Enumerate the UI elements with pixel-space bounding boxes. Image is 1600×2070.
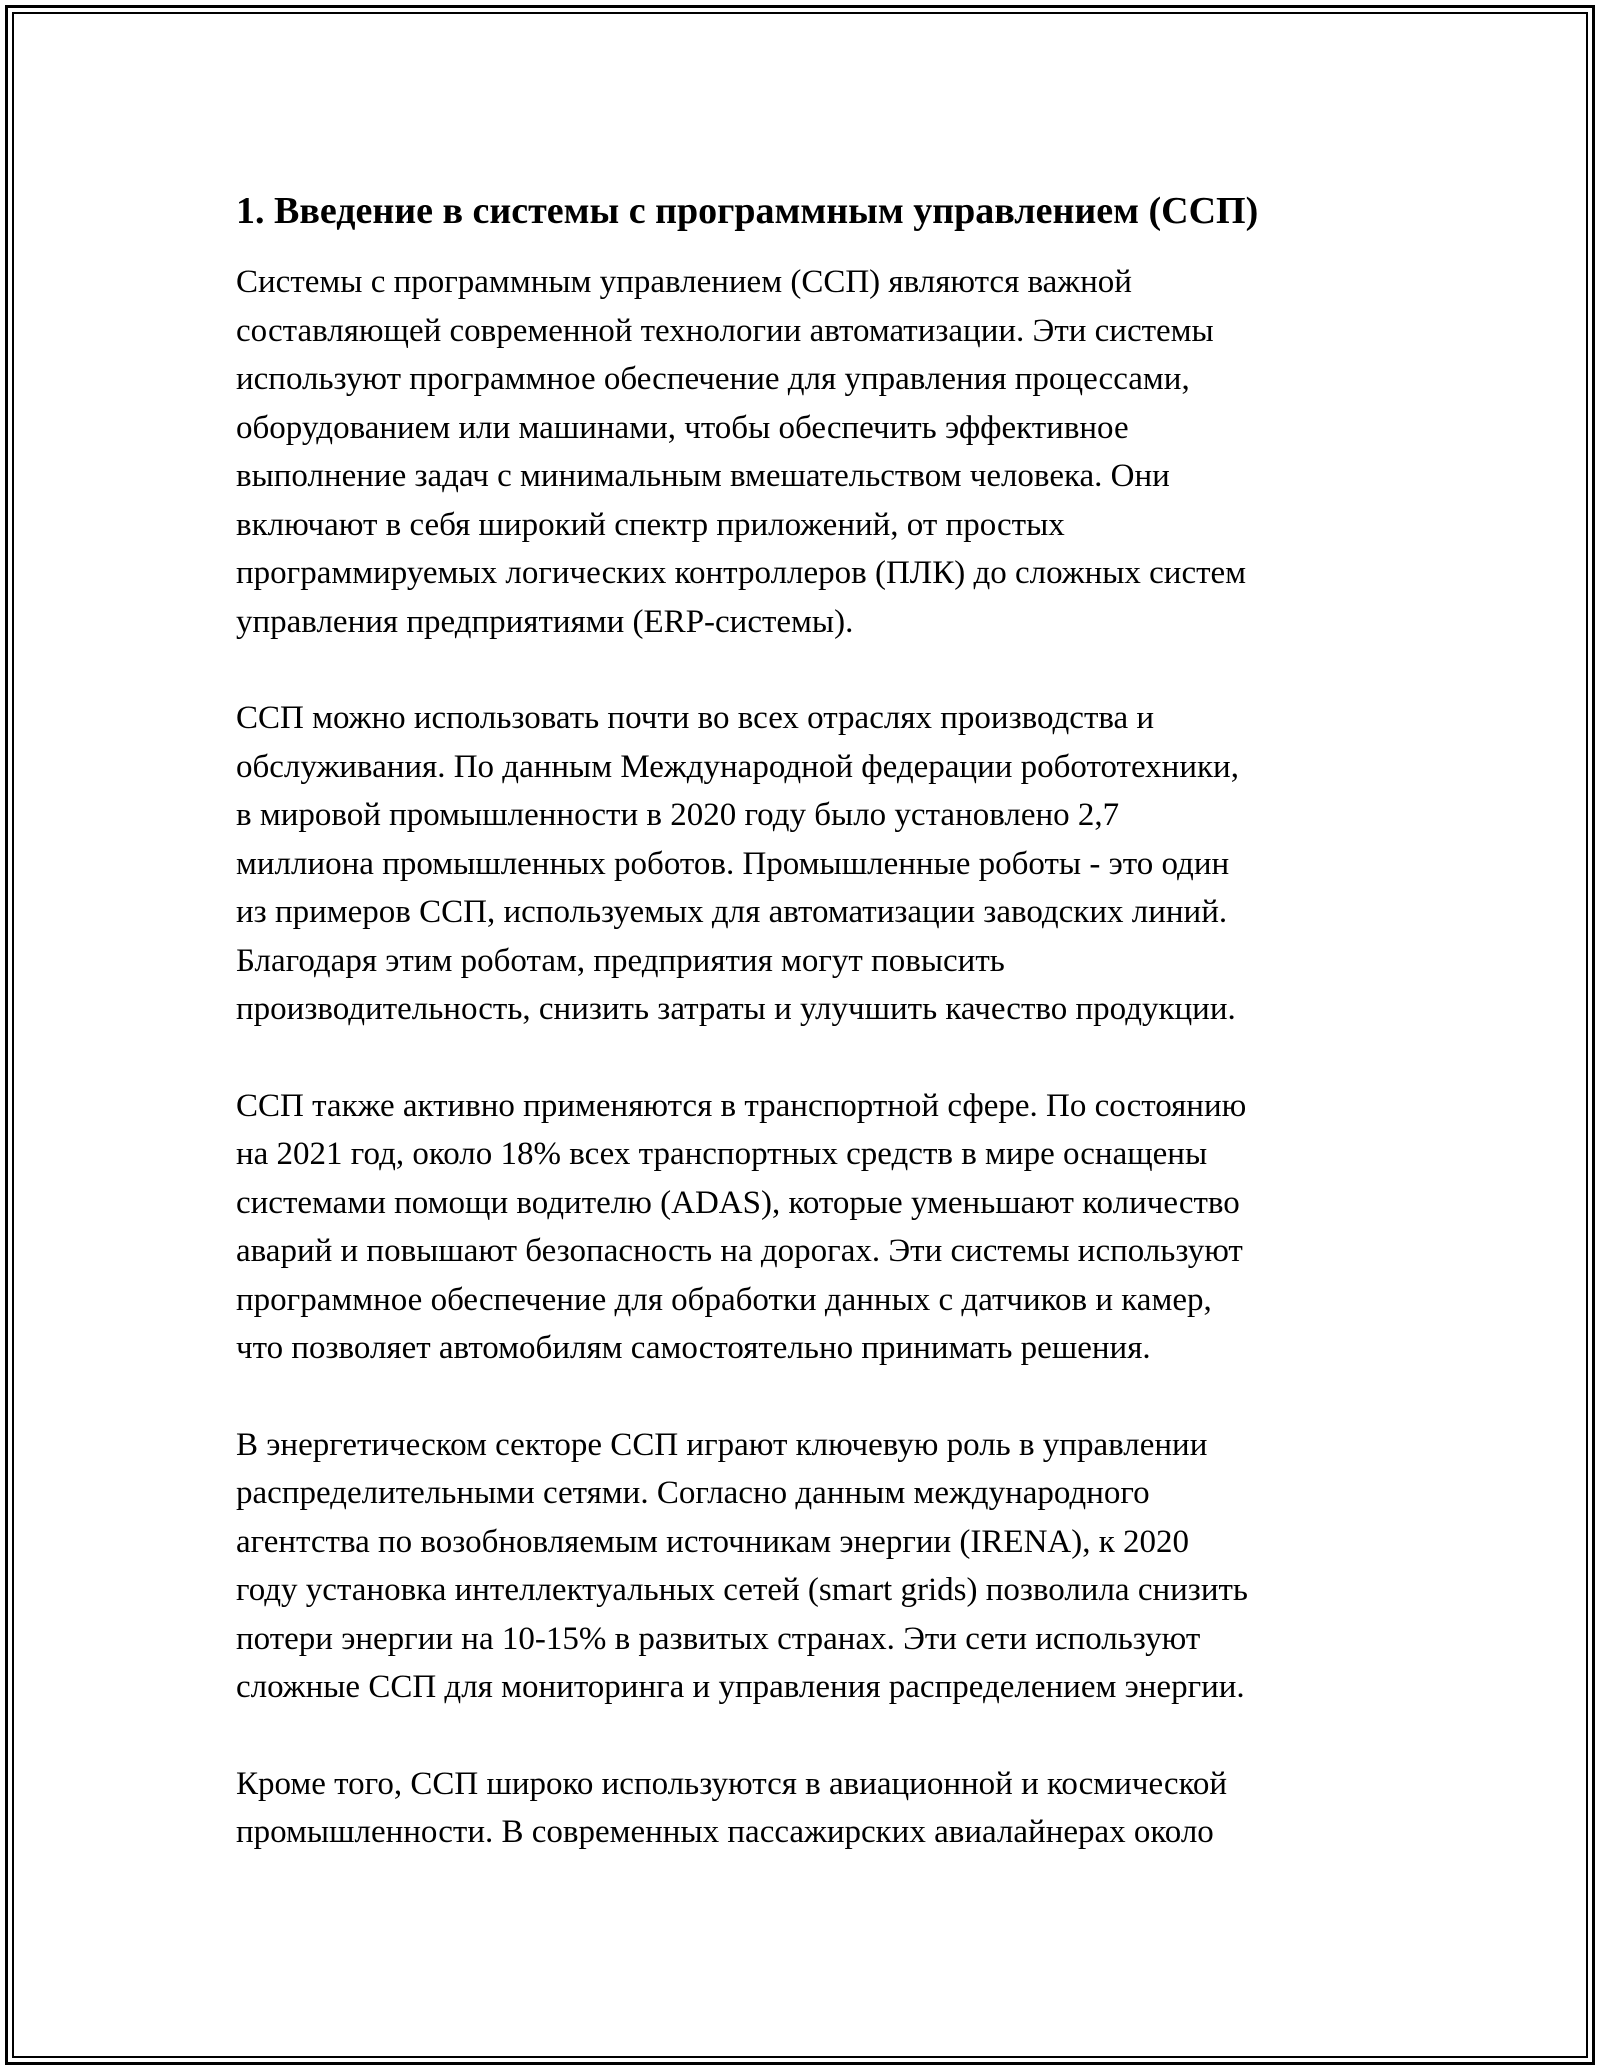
paragraph-aviation xyxy=(236,1760,1376,1857)
text-line: программное обеспечение для обработки данных с датчиков и камер, xyxy=(236,1281,1212,1318)
text-line: из примеров ССП, используемых для автоматизации заводских линий. xyxy=(236,894,1228,930)
paragraph-transport xyxy=(236,1082,1376,1373)
text-line: агентства по возобновляемым источникам энергии (IRENA), к 2020 xyxy=(236,1523,1190,1560)
text-line: распределительными сетями. Согласно данным международного xyxy=(236,1475,1150,1511)
paragraph-energy xyxy=(236,1421,1376,1712)
paragraph-industry xyxy=(236,694,1376,1034)
text-line: управления предприятиями (ERP-системы). xyxy=(236,603,854,640)
text-line: миллиона промышленных роботов. Промышленные роботы - это один xyxy=(236,845,1230,882)
text-line: Системы с программным управлением (ССП) являются важной xyxy=(236,264,1132,300)
text-line: производительность, снизить затраты и улучшить качество продукции. xyxy=(236,991,1236,1027)
text-line: году установка интеллектуальных сетей (smart grids) позволила снизить xyxy=(236,1572,1248,1608)
text-line: выполнение задач с минимальным вмешательством человека. Они xyxy=(236,458,1170,494)
text-line: составляющей современной технологии автоматизации. Эти системы xyxy=(236,312,1214,349)
document-body xyxy=(236,186,1376,1905)
text-line: Благодаря этим роботам, предприятия могут повысить xyxy=(236,942,1005,979)
text-line: Кроме того, ССП широко используются в авиационной и космической xyxy=(236,1765,1228,1802)
text-line: оборудованием или машинами, чтобы обеспечить эффективное xyxy=(236,409,1129,446)
text-line: ССП также активно применяются в транспортной сфере. По состоянию xyxy=(236,1087,1247,1124)
text-line: аварий и повышают безопасность на дорогах. Эти системы используют xyxy=(236,1233,1243,1269)
text-line: программируемых логических контроллеров (ПЛК) до сложных систем xyxy=(236,555,1247,591)
text-line: ССП можно использовать почти во всех отраслях производства и xyxy=(236,700,1155,736)
text-line: сложные ССП для мониторинга и управления распределением энергии. xyxy=(236,1669,1245,1705)
text-line: что позволяет автомобилям самостоятельно принимать решения. xyxy=(236,1330,1151,1366)
text-line: промышленности. В современных пассажирских авиалайнерах около xyxy=(236,1814,1214,1850)
text-line: потери энергии на 10-15% в развитых странах. Эти сети используют xyxy=(236,1620,1201,1657)
text-line: включают в себя широкий спектр приложений, от простых xyxy=(236,506,1065,543)
text-line: на 2021 год, около 18% всех транспортных средств в мире оснащены xyxy=(236,1136,1208,1172)
text-line: обслуживания. По данным Международной федерации робототехники, xyxy=(236,748,1239,785)
section-heading: 1. Введение в системы с программным управлением (ССП) xyxy=(236,190,1259,232)
text-line: В энергетическом секторе ССП играют ключевую роль в управлении xyxy=(236,1426,1208,1463)
text-line: используют программное обеспечение для управления процессами, xyxy=(236,361,1190,397)
paragraph-intro xyxy=(236,258,1376,646)
text-line: системами помощи водителю (ADAS), которые уменьшают количество xyxy=(236,1184,1240,1221)
text-line: в мировой промышленности в 2020 году было установлено 2,7 xyxy=(236,797,1120,833)
